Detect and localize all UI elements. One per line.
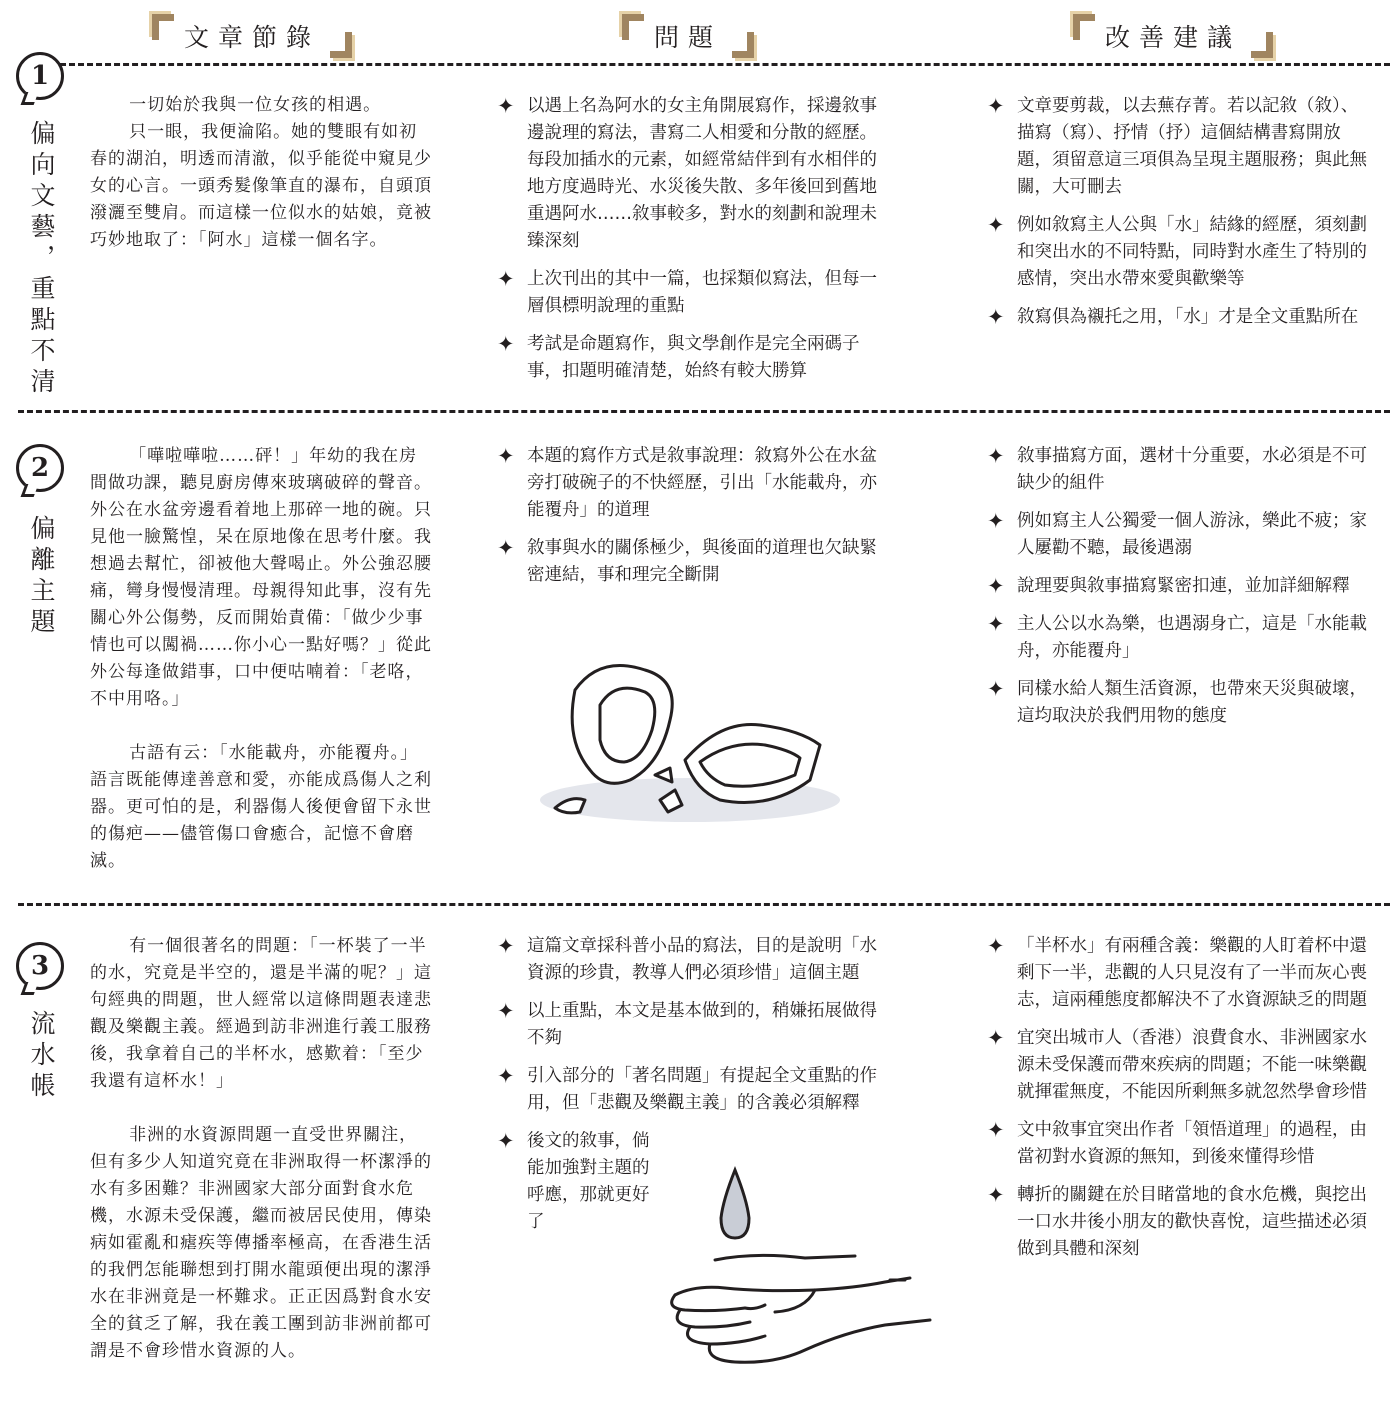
four-point-star-icon: ✦ (987, 574, 1005, 598)
list-item-text: 後文的敘事，倘能加強對主題的呼應，那就更好了 (527, 1131, 650, 1232)
section-category: 流水帳 (27, 1010, 56, 1103)
four-point-star-icon: ✦ (497, 1129, 515, 1153)
section-category: 偏離主題 (27, 515, 56, 639)
list-item-text: 文章要剪裁，以去蕪存菁。若以記敘（敘）、描寫（寫）、抒情（抒）這個結構書寫開放題，須留意這三項俱為呈現主題服務；與此無關，大可刪去 (1017, 96, 1367, 197)
list-item (497, 1128, 657, 1236)
advice-list (987, 933, 1375, 1274)
list-item (497, 535, 889, 589)
list-item (987, 1182, 1375, 1263)
divider (18, 903, 1390, 906)
list-item-text: 本題的寫作方式是敘事說理：敘寫外公在水盆旁打破碗子的不快經歷，引出「水能載舟，亦能覆舟」的道理 (527, 446, 877, 520)
list-item-text: 例如寫主人公獨愛一個人游泳，樂此不疲；家人屢勸不聽，最後遇溺 (1017, 511, 1367, 558)
divider (18, 410, 1390, 413)
list-item-text: 上次刊出的其中一篇，也採類似寫法，但每一層俱標明說理的重點 (527, 269, 877, 316)
section-number-badge: 1 (16, 52, 64, 100)
problem-list (497, 93, 889, 396)
excerpt-paragraph: 非洲的水資源問題一直受世界關注，但有多少人知道究竟在非洲取得一杯潔淨的水有多困難？非洲國家大部分面對食水危機，水源未受保護，繼而被居民使用，傳染病如霍亂和瘧疾等傳播率極高，在香港生活的我們怎能聯想到打開水龍頭便出現的潔淨水在非洲竟是一杯難求。正正因爲對食水安全的貧乏了解，我在義工團到訪非洲前都可謂是不會珍惜水資源的人。 (90, 1125, 432, 1361)
four-point-star-icon: ✦ (497, 267, 515, 291)
list-item (497, 331, 889, 385)
list-item-text: 同樣水給人類生活資源，也帶來天災與破壞，這均取決於我們用物的態度 (1017, 679, 1367, 726)
list-item (497, 933, 889, 987)
four-point-star-icon: ✦ (497, 536, 515, 560)
list-item (987, 676, 1375, 730)
excerpt-paragraph: 古語有云：「水能載舟，亦能覆舟。」語言既能傳達善意和愛，亦能成爲傷人之利器。更可怕的是，利器傷人後便會留下永世的傷疤——儘管傷口會癒合，記憶不會磨滅。 (90, 743, 432, 871)
four-point-star-icon: ✦ (987, 1118, 1005, 1142)
four-point-star-icon: ✦ (497, 332, 515, 356)
list-item (497, 443, 889, 524)
list-item-text: 以上重點，本文是基本做到的，稍嫌拓展做得不夠 (527, 1001, 877, 1048)
problem-list (497, 443, 889, 600)
list-item (987, 304, 1375, 331)
list-item-text: 轉折的關鍵在於目睹當地的食水危機，與挖出一口水井後小朋友的歡快喜悅，這些描述必須做到具體和深刻 (1017, 1185, 1367, 1259)
bracket-left-icon (1073, 14, 1095, 40)
list-item (497, 93, 889, 255)
list-item (497, 1063, 889, 1117)
header-excerpt (152, 10, 352, 62)
four-point-star-icon: ✦ (497, 94, 515, 118)
list-item (987, 1025, 1375, 1106)
header-advice (1073, 10, 1273, 62)
list-item (987, 1117, 1375, 1171)
hands-water-drop-illustration (655, 1160, 955, 1390)
four-point-star-icon: ✦ (497, 999, 515, 1023)
bracket-left-icon (152, 14, 174, 40)
divider (60, 63, 1390, 66)
list-item-text: 敘事描寫方面，選材十分重要，水必須是不可缺少的組件 (1017, 446, 1367, 493)
list-item (987, 443, 1375, 497)
list-item-text: 敘寫俱為襯托之用，「水」才是全文重點所在 (1017, 307, 1359, 327)
four-point-star-icon: ✦ (987, 1026, 1005, 1050)
list-item-text: 「半杯水」有兩種含義：樂觀的人盯着杯中還剩下一半，悲觀的人只見沒有了一半而灰心喪志，這兩種態度都解決不了水資源缺乏的問題 (1017, 936, 1367, 1010)
four-point-star-icon: ✦ (987, 1183, 1005, 1207)
list-item-text: 說理要與敘事描寫緊密扣連，並加詳細解釋 (1017, 576, 1350, 596)
list-item (987, 573, 1375, 600)
list-item-text: 這篇文章採科普小品的寫法，目的是說明「水資源的珍貴，教導人們必須珍惜」這個主題 (527, 936, 877, 983)
four-point-star-icon: ✦ (987, 213, 1005, 237)
section-number-badge: 2 (16, 444, 64, 492)
bracket-right-icon (732, 32, 754, 58)
excerpt-paragraph: 有一個很著名的問題：「一杯裝了一半的水，究竟是半空的，還是半滿的呢？」這句經典的問題，世人經常以這條問題表達悲觀及樂觀主義。經過到訪非洲進行義工服務後，我拿着自己的半杯水，感歎着：「至少我還有這杯水！」 (90, 936, 432, 1091)
bracket-right-icon (330, 32, 352, 58)
list-item (987, 212, 1375, 293)
list-item (987, 93, 1375, 201)
four-point-star-icon: ✦ (497, 934, 515, 958)
header-excerpt-title: 文章節錄 (184, 23, 321, 52)
four-point-star-icon: ✦ (497, 444, 515, 468)
excerpt-paragraph: 只一眼，我便淪陷。她的雙眼有如初春的湖泊，明透而清澈，似乎能從中窺見少女的心言。一頭秀髮像筆直的瀑布，自頭頂潑灑至雙肩。而這樣一位似水的姑娘，竟被巧妙地取了：「阿水」這樣一個名字。 (90, 122, 432, 250)
excerpt-paragraph: 「嘩啦嘩啦……砰！」年幼的我在房間做功課，聽見廚房傳來玻璃破碎的聲音。外公在水盆旁邊看着地上那碎一地的碗。只見他一臉驚惶，呆在原地像在思考什麼。我想過去幫忙，卻被他大聲喝止。外公強忍腰痛，彎身慢慢清理。母親得知此事，沒有先關心外公傷勢，反而開始責備：「做少少事情也可以闖禍……你小心一點好嗎？」從此外公每逢做錯事，口中便咕喃着：「老咯，不中用咯。」 (90, 446, 432, 709)
list-item-text: 宜突出城市人（香港）浪費食水、非洲國家水源未受保護而帶來疾病的問題；不能一味樂觀就揮霍無度，不能因所剩無多就忽然學會珍惜 (1017, 1028, 1367, 1102)
four-point-star-icon: ✦ (987, 444, 1005, 468)
advice-list (987, 93, 1375, 342)
four-point-star-icon: ✦ (987, 94, 1005, 118)
list-item-text: 例如敘寫主人公與「水」結緣的經歷，須刻劃和突出水的不同特點，同時對水產生了特別的感情，突出水帶來愛與歡樂等 (1017, 215, 1367, 289)
excerpt-text (90, 933, 435, 1365)
broken-bowl-illustration (520, 650, 850, 830)
list-item (987, 508, 1375, 562)
four-point-star-icon: ✦ (987, 305, 1005, 329)
excerpt-paragraph: 一切始於我與一位女孩的相遇。 (129, 95, 382, 115)
bracket-left-icon (622, 14, 644, 40)
list-item (987, 933, 1375, 1014)
list-item-text: 文中敘事宜突出作者「領悟道理」的過程，由當初對水資源的無知，到後來懂得珍惜 (1017, 1120, 1367, 1167)
excerpt-text (90, 92, 435, 254)
section-category: 偏向文藝，重點不清 (27, 120, 56, 399)
header-problem-title: 問題 (654, 23, 723, 52)
list-item-text: 敘事與水的關係極少，與後面的道理也欠缺緊密連結，事和理完全斷開 (527, 538, 877, 585)
four-point-star-icon: ✦ (987, 934, 1005, 958)
excerpt-text (90, 443, 435, 875)
list-item-text: 以遇上名為阿水的女主角開展寫作，採邊敘事邊說理的寫法，書寫二人相愛和分散的經歷。每段加插水的元素，如經常結伴到有水相伴的地方度過時光、水災後失散、多年後回到舊地重遇阿水……敘事較多，對水的刻劃和說理未臻深刻 (527, 96, 877, 251)
list-item (497, 266, 889, 320)
header-problem (622, 10, 754, 62)
four-point-star-icon: ✦ (987, 612, 1005, 636)
header-advice-title: 改善建議 (1105, 23, 1242, 52)
list-item (987, 611, 1375, 665)
list-item (497, 998, 889, 1052)
list-item-text: 主人公以水為樂，也遇溺身亡，這是「水能載舟，亦能覆舟」 (1017, 614, 1367, 661)
list-item-text: 考試是命題寫作，與文學創作是完全兩碼子事，扣題明確清楚，始終有較大勝算 (527, 334, 860, 381)
list-item-text: 引入部分的「著名問題」有提起全文重點的作用，但「悲觀及樂觀主義」的含義必須解釋 (527, 1066, 877, 1113)
four-point-star-icon: ✦ (987, 677, 1005, 701)
bracket-right-icon (1251, 32, 1273, 58)
four-point-star-icon: ✦ (987, 509, 1005, 533)
section-number-badge: 3 (16, 942, 64, 990)
advice-list (987, 443, 1375, 741)
four-point-star-icon: ✦ (497, 1064, 515, 1088)
